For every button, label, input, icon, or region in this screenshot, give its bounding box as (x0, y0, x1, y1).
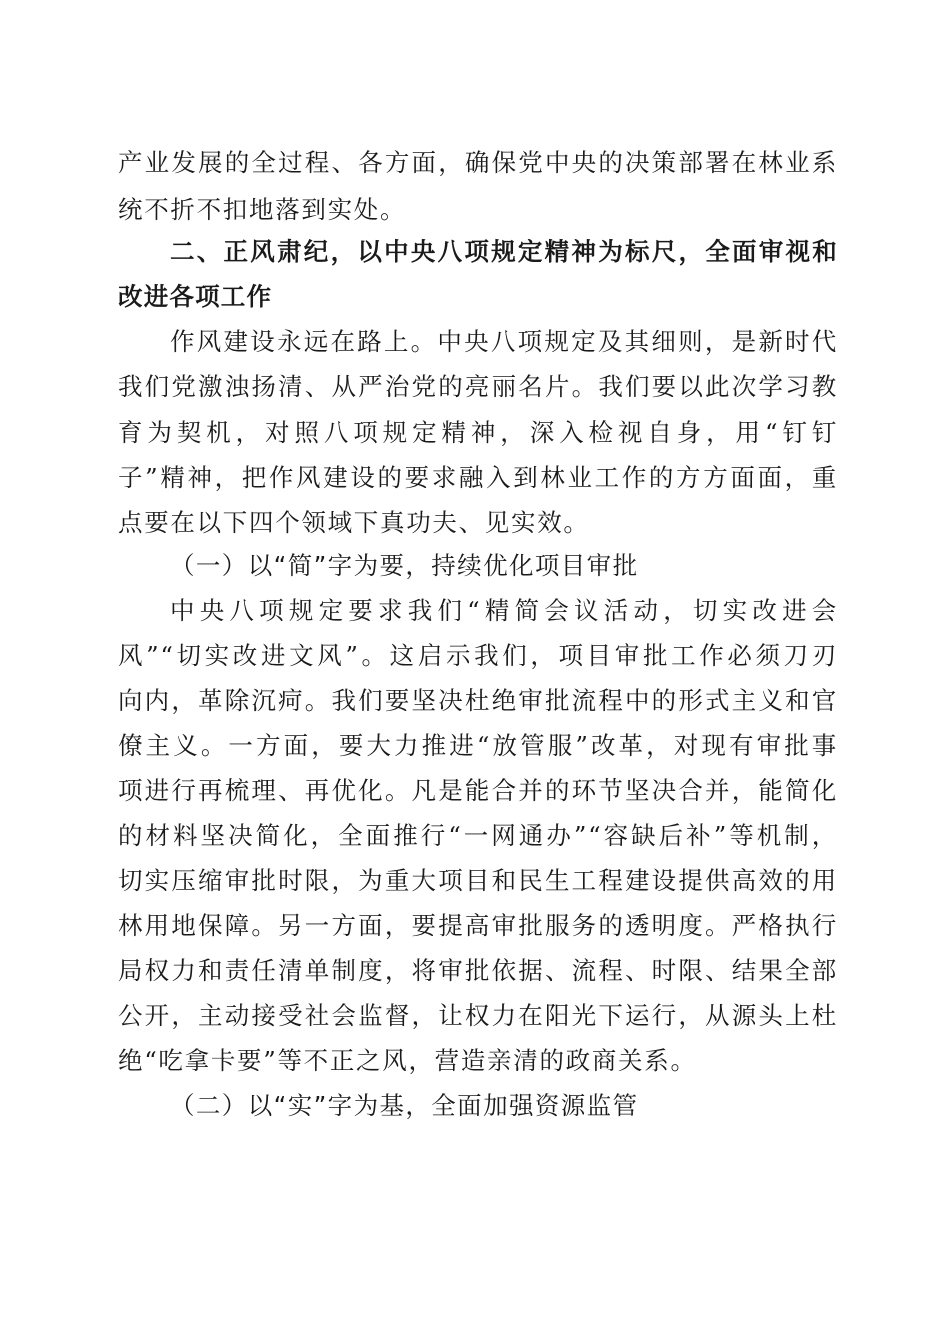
body-line: 育为契机，对照八项规定精神，深入检视自身，用“钉钉 (118, 418, 838, 447)
body-line: 作风建设永远在路上。中央八项规定及其细则，是新时代 (170, 327, 838, 356)
body-line: 子”精神，把作风建设的要求融入到林业工作的方方面面，重 (118, 463, 838, 492)
body-line: 公开，主动接受社会监督，让权力在阳光下运行，从源头上杜 (118, 1001, 838, 1030)
body-line: 僚主义。一方面，要大力推进“放管服”改革，对现有审批事 (118, 731, 838, 760)
body-line: 林用地保障。另一方面，要提高审批服务的透明度。严格执行 (118, 911, 838, 940)
body-line: 局权力和责任清单制度，将审批依据、流程、时限、结果全部 (118, 956, 838, 985)
body-line: 向内，革除沉疴。我们要坚决杜绝审批流程中的形式主义和官 (118, 686, 838, 715)
body-line: 的材料坚决简化，全面推行“一网通办”“容缺后补”等机制， (118, 821, 838, 850)
section-heading: 改进各项工作 (118, 282, 273, 311)
section-heading: 二、正风肃纪，以中央八项规定精神为标尺，全面审视和 (170, 237, 838, 266)
body-line: 风”“切实改进文风”。这启示我们，项目审批工作必须刀刃 (118, 641, 838, 670)
body-line: 产业发展的全过程、各方面，确保党中央的决策部署在林业系 (118, 148, 838, 177)
body-line: 点要在以下四个领域下真功夫、见实效。 (118, 508, 590, 537)
body-line: 统不折不扣地落到实处。 (118, 195, 407, 224)
body-line: 我们党激浊扬清、从严治党的亮丽名片。我们要以此次学习教 (118, 372, 838, 401)
body-line: 项进行再梳理、再优化。凡是能合并的环节坚决合并，能简化 (118, 776, 838, 805)
subsection-heading: （一）以“简”字为要，持续优化项目审批 (170, 551, 639, 580)
body-line: 中央八项规定要求我们“精简会议活动，切实改进会 (170, 596, 838, 625)
body-line: 绝“吃拿卡要”等不正之风，营造亲清的政商关系。 (118, 1046, 697, 1075)
subsection-heading: （二）以“实”字为基，全面加强资源监管 (170, 1091, 639, 1120)
body-line: 切实压缩审批时限，为重大项目和民生工程建设提供高效的用 (118, 866, 838, 895)
